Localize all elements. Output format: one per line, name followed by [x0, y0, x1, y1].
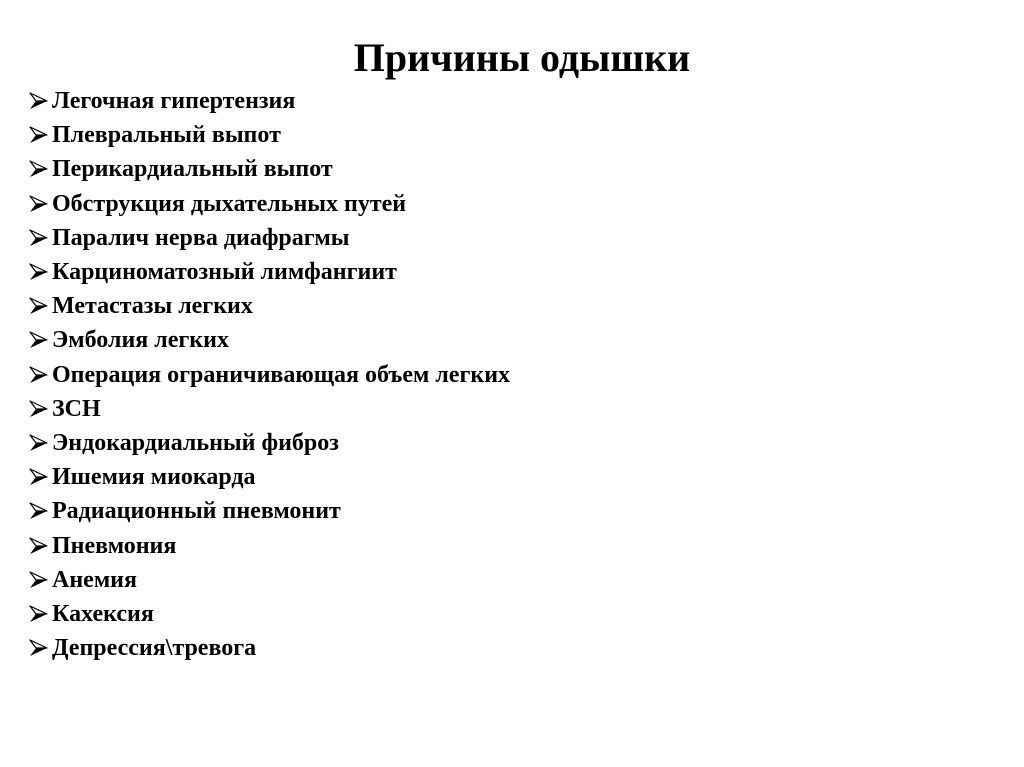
arrowhead-bullet-icon [28, 605, 49, 623]
arrowhead-bullet-icon [28, 366, 49, 384]
list-item-label: Легочная гипертензия [52, 88, 296, 115]
arrowhead-bullet-icon [28, 92, 49, 110]
list-item [28, 597, 510, 631]
list-item [28, 221, 510, 255]
list-item [28, 563, 510, 597]
list-item [28, 187, 510, 221]
arrowhead-bullet-icon [28, 639, 49, 657]
list-item [28, 460, 510, 494]
arrowhead-bullet-icon [28, 160, 49, 178]
list-item-label: Анемия [52, 566, 137, 593]
slide-title: Причины одышки [353, 35, 691, 80]
arrowhead-bullet-icon [28, 229, 49, 247]
list-item-label: Радиационный пневмонит [52, 498, 341, 525]
arrowhead-bullet-icon [28, 434, 49, 452]
list-item-label: Плевральный выпот [52, 122, 281, 149]
list-item-label: Операция ограничивающая объем легких [52, 361, 511, 388]
list-item [28, 84, 510, 118]
arrowhead-bullet-icon [28, 297, 49, 315]
list-item [28, 152, 510, 186]
list-item-label: Кахексия [52, 600, 154, 627]
arrowhead-bullet-icon [28, 468, 49, 486]
list-item-label: Паралич нерва диафрагмы [52, 224, 350, 251]
list-item [28, 631, 510, 665]
arrowhead-bullet-icon [28, 126, 49, 144]
list-item-label: Депрессия\тревога [52, 635, 257, 662]
arrowhead-bullet-icon [28, 195, 49, 213]
list-item-label: Обструкция дыхательных путей [52, 190, 407, 217]
list-item-label: Эмболия легких [52, 327, 229, 354]
list-item [28, 118, 510, 152]
list-item-label: Перикардиальный выпот [52, 156, 333, 183]
list-item-label: Эндокардиальный фиброз [52, 429, 339, 456]
arrowhead-bullet-icon [28, 263, 49, 281]
list-item [28, 255, 510, 289]
list-item [28, 323, 510, 357]
list-item [28, 494, 510, 528]
list-item-label: Карциноматозный лимфангиит [52, 259, 397, 286]
list-item-label: Метастазы легких [52, 293, 253, 320]
arrowhead-bullet-icon [28, 571, 49, 589]
list-item [28, 289, 510, 323]
list-item [28, 426, 510, 460]
arrowhead-bullet-icon [28, 400, 49, 418]
list-item-label: ЗСН [52, 395, 101, 422]
list-item-label: Пневмония [52, 532, 177, 559]
arrowhead-bullet-icon [28, 331, 49, 349]
arrowhead-bullet-icon [28, 537, 49, 555]
arrowhead-bullet-icon [28, 502, 49, 520]
list-item [28, 392, 510, 426]
list-item-label: Ишемия миокарда [52, 464, 256, 491]
list-item [28, 358, 510, 392]
causes-list [28, 84, 510, 665]
list-item [28, 528, 510, 562]
